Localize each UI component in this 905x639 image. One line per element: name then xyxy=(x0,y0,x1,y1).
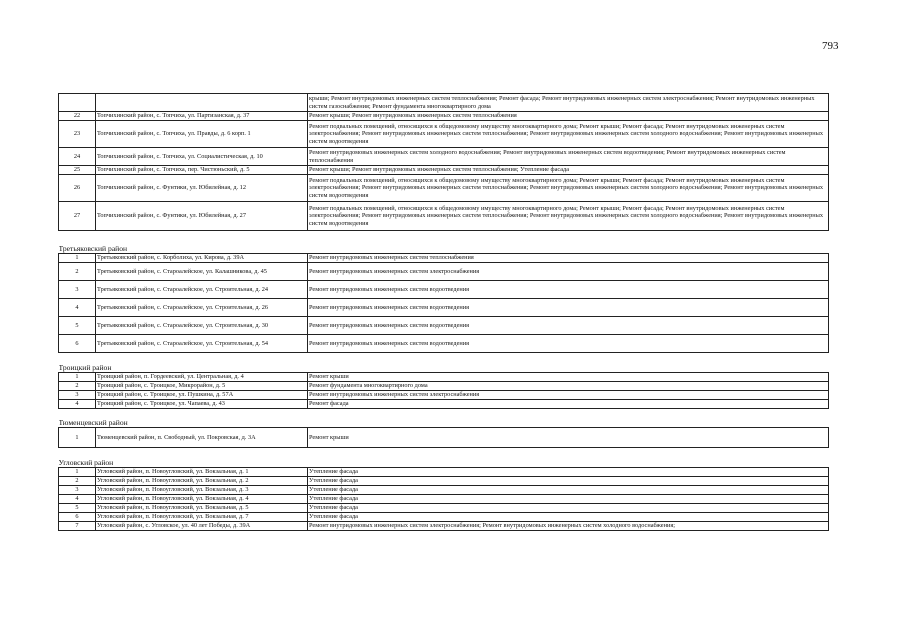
works-cell: Ремонт внутридомовых инженерных систем электроснабжения xyxy=(308,263,829,281)
works-cell: Ремонт подвальных помещений, относящихся к общедомовому имуществу многоквартирного дома; Ремонт крыши; Ремонт фасада; Ремонт внутридомовых инженерных систем электроснабжения; Ремонт внутридомовых инженерных систем теплоснабжения; Ремонт внутридомовых инженерных систем холодного водоснабжения; Ремонт внутридомовых инженерных систем водоотведения xyxy=(308,202,829,231)
works-cell: Ремонт внутридомовых инженерных систем водоотведения xyxy=(308,299,829,317)
address-cell: Угловский район, п. Новоугловский, ул. Вокзальная, д. 4 xyxy=(96,495,308,504)
address-cell: Третьяковский район, с. Староалейское, ул. Строительная, д. 24 xyxy=(96,281,308,299)
table-row xyxy=(59,317,829,335)
district-title: Третьяковский район xyxy=(58,244,128,253)
row-number: 3 xyxy=(59,281,96,299)
table-row xyxy=(59,112,829,121)
district-heading-row xyxy=(59,409,829,428)
district-heading-cell xyxy=(59,448,829,468)
address-cell: Топчихинский район, с. Фунтики, ул. Юбилейная, д. 27 xyxy=(96,202,308,231)
address-cell: Третьяковский район, с. Староалейское, ул. Строительная, д. 30 xyxy=(96,317,308,335)
row-number: 7 xyxy=(59,522,96,531)
address-cell: Топчихинский район, с. Фунтики, ул. Юбилейная, д. 12 xyxy=(96,175,308,202)
table-row xyxy=(59,121,829,148)
district-title: Тюменцевский район xyxy=(58,418,128,427)
row-number: 2 xyxy=(59,382,96,391)
table-row xyxy=(59,148,829,166)
table-row xyxy=(59,522,829,531)
row-number: 6 xyxy=(59,335,96,353)
address-cell: Топчихинский район, с. Топчиха, ул. Партизанская, д. 37 xyxy=(96,112,308,121)
row-number: 2 xyxy=(59,477,96,486)
address-cell: Третьяковский район, с. Корболиха, ул. Кирова, д. 39А xyxy=(96,254,308,263)
works-cell: Ремонт подвальных помещений, относящихся к общедомовому имуществу многоквартирного дома; Ремонт крыши; Ремонт фасада; Ремонт внутридомовых инженерных систем электроснабжения; Ремонт внутридомовых инженерных систем теплоснабжения; Ремонт внутридомовых инженерных систем холодного водоснабжения; Ремонт внутридомовых инженерных систем водоотведения xyxy=(308,175,829,202)
repair-schedule-table xyxy=(58,93,829,531)
address-cell: Топчихинский район, с. Топчиха, ул. Правды, д. 6 корп. 1 xyxy=(96,121,308,148)
row-number: 4 xyxy=(59,400,96,409)
district-heading-row xyxy=(59,448,829,468)
row-number: 4 xyxy=(59,299,96,317)
table-row xyxy=(59,513,829,522)
district-title: Угловский район xyxy=(58,458,114,467)
address-cell: Угловский район, п. Новоугловский, ул. Вокзальная, д. 1 xyxy=(96,468,308,477)
works-cell: Ремонт внутридомовых инженерных систем водоотведения xyxy=(308,281,829,299)
table-row xyxy=(59,281,829,299)
row-number: 1 xyxy=(59,254,96,263)
row-number: 25 xyxy=(59,166,96,175)
address-cell: Троицкий район, с. Троицкое, ул. Пушкина, д. 57А xyxy=(96,391,308,400)
works-cell: Ремонт крыши; Ремонт внутридомовых инженерных систем теплоснабжения; Утепление фасада xyxy=(308,166,829,175)
table-row xyxy=(59,468,829,477)
works-cell: Ремонт подвальных помещений, относящихся к общедомовому имуществу многоквартирного дома; Ремонт крыши; Ремонт фасада; Ремонт внутридомовых инженерных систем электроснабжения; Ремонт внутридомовых инженерных систем теплоснабжения; Ремонт внутридомовых инженерных систем холодного водоснабжения; Ремонт внутридомовых инженерных систем водоотведения xyxy=(308,121,829,148)
works-cell: Утепление фасада xyxy=(308,468,829,477)
address-cell: Третьяковский район, с. Староалейское, ул. Калашникова, д. 45 xyxy=(96,263,308,281)
works-cell: Ремонт внутридомовых инженерных систем водоотведения xyxy=(308,317,829,335)
row-number: 4 xyxy=(59,495,96,504)
works-cell: Ремонт крыши; Ремонт внутридомовых инженерных систем теплоснабжения xyxy=(308,112,829,121)
table-row xyxy=(59,504,829,513)
row-number: 22 xyxy=(59,112,96,121)
address-cell: Троицкий район, п. Гордеевский, ул. Центральная, д. 4 xyxy=(96,373,308,382)
row-number: 3 xyxy=(59,391,96,400)
address-cell xyxy=(96,94,308,112)
table-row xyxy=(59,382,829,391)
address-cell: Троицкий район, с. Троицкое, Микрорайон, д. 5 xyxy=(96,382,308,391)
works-cell: Ремонт внутридомовых инженерных систем электроснабжения; Ремонт внутридомовых инженерных систем холодного водоснабжения; xyxy=(308,522,829,531)
table-row xyxy=(59,175,829,202)
row-number: 1 xyxy=(59,373,96,382)
works-cell: Ремонт крыши xyxy=(308,428,829,448)
row-number: 1 xyxy=(59,428,96,448)
works-cell: крыши; Ремонт внутридомовых инженерных систем теплоснабжения; Ремонт фасада; Ремонт внутридомовых инженерных систем электроснабжения; Ремонт внутридомовых инженерных систем газоснабжения; Ремонт фундамента многоквартирного дома xyxy=(308,94,829,112)
table-row xyxy=(59,335,829,353)
works-cell: Ремонт внутридомовых инженерных систем теплоснабжения xyxy=(308,254,829,263)
row-number: 1 xyxy=(59,468,96,477)
address-cell: Угловский район, п. Новоугловский, ул. Вокзальная, д. 3 xyxy=(96,486,308,495)
table-row xyxy=(59,477,829,486)
table-row xyxy=(59,94,829,112)
table-row xyxy=(59,263,829,281)
row-number: 6 xyxy=(59,513,96,522)
address-cell: Угловский район, п. Новоугловский, ул. Вокзальная, д. 7 xyxy=(96,513,308,522)
works-cell: Ремонт внутридомовых инженерных систем холодного водоснабжения; Ремонт внутридомовых инженерных систем водоотведения; Ремонт внутридомовых инженерных систем теплоснабжения xyxy=(308,148,829,166)
address-cell: Троицкий район, с. Троицкое, ул. Чапаева, д. 43 xyxy=(96,400,308,409)
address-cell: Топчихинский район, с. Топчиха, ул. Социалистическая, д. 10 xyxy=(96,148,308,166)
address-cell: Тюменцевский район, п. Свободный, ул. Покровская, д. 3А xyxy=(96,428,308,448)
district-heading-cell xyxy=(59,409,829,428)
table-row xyxy=(59,486,829,495)
table-row xyxy=(59,254,829,263)
address-cell: Топчихинский район, с. Топчиха, пер. Чистюньский, д. 5 xyxy=(96,166,308,175)
row-number: 3 xyxy=(59,486,96,495)
table-row xyxy=(59,299,829,317)
row-number: 24 xyxy=(59,148,96,166)
page-number: 793 xyxy=(822,40,839,52)
table-row xyxy=(59,495,829,504)
works-cell: Ремонт крыши xyxy=(308,373,829,382)
works-cell: Ремонт фундамента многоквартирного дома xyxy=(308,382,829,391)
table-row xyxy=(59,391,829,400)
row-number: 26 xyxy=(59,175,96,202)
works-cell: Утепление фасада xyxy=(308,504,829,513)
document-sheet xyxy=(58,93,828,531)
works-cell: Утепление фасада xyxy=(308,486,829,495)
works-cell: Утепление фасада xyxy=(308,477,829,486)
district-heading-cell xyxy=(59,353,829,373)
works-cell: Утепление фасада xyxy=(308,495,829,504)
address-cell: Третьяковский район, с. Староалейское, ул. Строительная, д. 54 xyxy=(96,335,308,353)
row-number: 5 xyxy=(59,317,96,335)
address-cell: Угловский район, п. Новоугловский, ул. Вокзальная, д. 5 xyxy=(96,504,308,513)
works-cell: Ремонт внутридомовых инженерных систем электроснабжения xyxy=(308,391,829,400)
row-number: 2 xyxy=(59,263,96,281)
address-cell: Угловский район, п. Новоугловский, ул. Вокзальная, д. 2 xyxy=(96,477,308,486)
works-cell: Ремонт внутридомовых инженерных систем водоотведения xyxy=(308,335,829,353)
row-number: 23 xyxy=(59,121,96,148)
district-title: Троицкий район xyxy=(58,363,112,372)
table-row xyxy=(59,373,829,382)
table-row xyxy=(59,400,829,409)
works-cell: Утепление фасада xyxy=(308,513,829,522)
row-number xyxy=(59,94,96,112)
district-heading-row xyxy=(59,231,829,254)
address-cell: Третьяковский район, с. Староалейское, ул. Строительная, д. 26 xyxy=(96,299,308,317)
table-row xyxy=(59,428,829,448)
table-row xyxy=(59,166,829,175)
row-number: 27 xyxy=(59,202,96,231)
district-heading-row xyxy=(59,353,829,373)
table-row xyxy=(59,202,829,231)
row-number: 5 xyxy=(59,504,96,513)
district-heading-cell xyxy=(59,231,829,254)
address-cell: Угловский район, с. Угловское, ул. 40 лет Победы, д. 39А xyxy=(96,522,308,531)
works-cell: Ремонт фасада xyxy=(308,400,829,409)
